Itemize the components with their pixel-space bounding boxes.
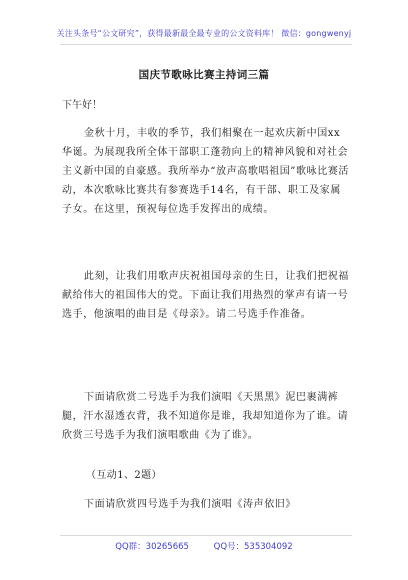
paragraph-opening: 金秋十月，丰收的季节，我们相聚在一起欢庆新中国xx华诞。为展现我所全体干部职工蓬勃向上的精神风貌和对社会主义新中国的自豪感。我所举办“放声高歌唱祖国”歌咏比赛活动，本次歌咏比赛共有参赛选手14名，有干部、职工及家属子女。在这里，预祝每位选手发挥出的成绩。	[62, 128, 350, 215]
footer-qq-number: QQ号：535304092	[213, 542, 293, 552]
paragraph-fourth-contestant: 下面请欣赏四号选手为我们演唱《涛声依旧》	[84, 499, 296, 510]
interlude-note: （互动1、2题）	[86, 470, 162, 481]
document-title: 国庆节歌咏比赛主持词三篇	[138, 69, 270, 81]
header-promo-note: 关注头条号“公文研究”，获得最新最全最专业的公文资料库！ 微信：gongwenyj	[56, 29, 352, 38]
footer-divider	[60, 535, 352, 536]
header-divider	[60, 44, 352, 45]
paragraph-second-third-contestants: 下面请欣赏二号选手为我们演唱《天黑黑》泥巴裹满裤腿，汗水湿透衣背，我不知道你是谁，我却知道你为了谁。请欣赏三号选手为我们演唱歌曲《为了谁》。	[62, 392, 349, 441]
footer-contact	[0, 540, 408, 552]
greeting: 下午好！	[62, 100, 102, 111]
paragraph-first-contestant: 此刻，让我们用歌声庆祝祖国母亲的生日，让我们把祝福献给伟大的祖国伟大的党。下面让我们用热烈的掌声有请一号选手，他演唱的曲目是《母亲》。请二号选手作准备。	[62, 271, 349, 320]
footer-qq-group: QQ群：30265665	[115, 542, 189, 552]
